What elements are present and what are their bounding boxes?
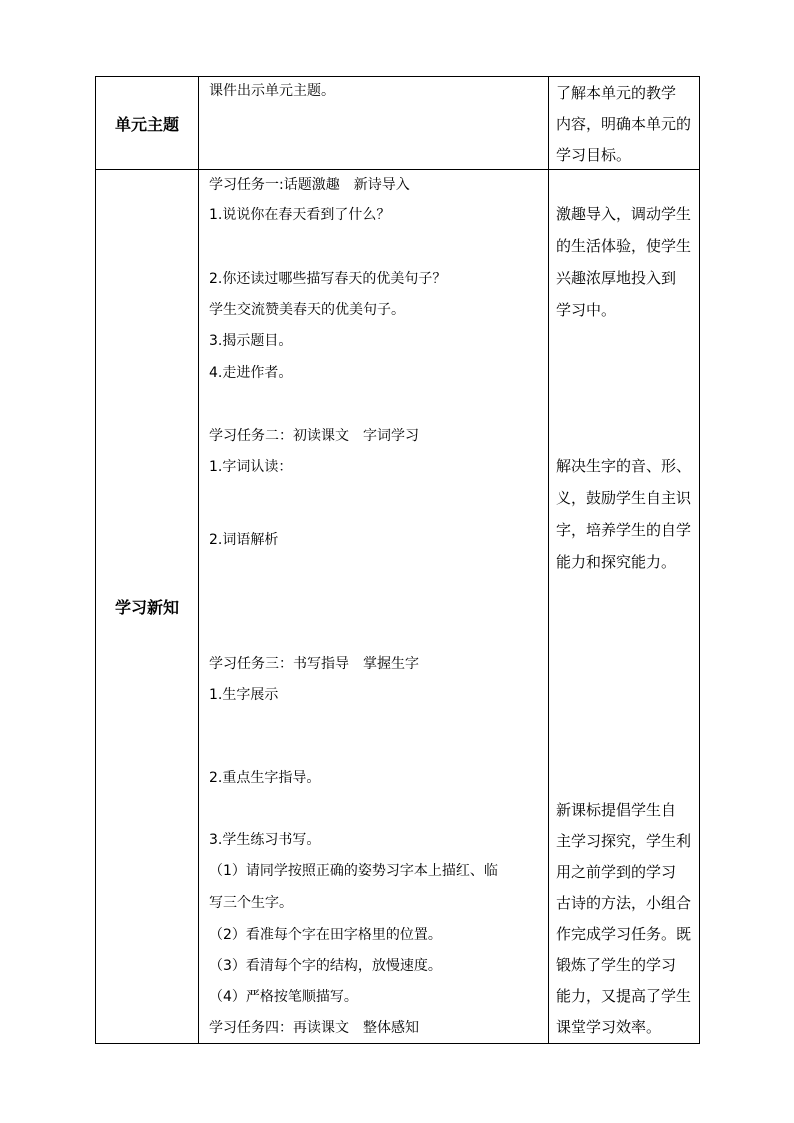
content-line: （1）请同学按照正确的姿势习字本上描红、临 (209, 863, 498, 879)
note-cell (549, 77, 700, 170)
note-line: 用之前学到的学习 (556, 863, 677, 881)
note-line: 义，鼓励学生自主识 (556, 489, 692, 507)
task-heading: 学习任务四：再读课文 整体感知 (209, 1020, 419, 1036)
content-line: 1.说说你在春天看到了什么？ (209, 207, 391, 223)
note-cell (549, 170, 700, 1044)
note-line: 古诗的方法，小组合 (556, 894, 692, 912)
note-line: 学习中。 (556, 301, 617, 319)
content-line: 2.词语解析 (209, 532, 279, 548)
content-line: 4.走进作者。 (209, 365, 293, 381)
task-heading: 学习任务一:话题激趣 新诗导入 (209, 177, 410, 193)
content-line: （2）看准每个字在田字格里的位置。 (209, 927, 442, 943)
row-label: 学习新知 (96, 170, 199, 1044)
row-label: 单元主题 (96, 77, 199, 170)
table-row (96, 77, 700, 170)
note-line: 内容，明确本单元的 (556, 115, 692, 133)
note-line: 学习目标。 (556, 146, 632, 164)
content-line: 2.你还读过哪些描写春天的优美句子？ (209, 271, 447, 287)
note-line: 字，培养学生的自学 (556, 521, 692, 539)
content-line: 3.揭示题目。 (209, 333, 293, 349)
note-line: 兴趣浓厚地投入到 (556, 269, 677, 287)
note-line: 课堂学习效率。 (556, 1018, 662, 1036)
note-line: 能力，又提高了学生 (556, 987, 692, 1005)
content-line: 2.重点生字指导。 (209, 770, 321, 786)
content-line: （3）看清每个字的结构，放慢速度。 (209, 958, 442, 974)
note-line: 解决生字的音、形、 (556, 457, 692, 475)
task-heading: 学习任务三：书写指导 掌握生字 (209, 656, 419, 672)
content-cell (199, 170, 549, 1044)
content-line: 1.字词认读： (209, 459, 293, 475)
task-heading: 学习任务二：初读课文 字词学习 (209, 428, 419, 444)
note-line: 新课标提倡学生自 (556, 801, 677, 819)
table-row (96, 170, 700, 1044)
content-line: 课件出示单元主题。 (209, 83, 335, 99)
content-cell (199, 77, 549, 170)
content-line: （4）严格按笔顺描写。 (209, 989, 358, 1005)
note-line: 激趣导入，调动学生 (556, 205, 692, 223)
content-line: 3.学生练习书写。 (209, 832, 321, 848)
note-line: 作完成学习任务。既 (556, 925, 692, 943)
note-line: 主学习探究，学生利 (556, 832, 692, 850)
note-line: 了解本单元的教学 (556, 84, 677, 102)
note-line: 的生活体验，使学生 (556, 237, 692, 255)
content-line: 学生交流赞美春天的优美句子。 (209, 302, 405, 318)
note-line: 能力和探究能力。 (556, 553, 677, 571)
content-line: 写三个生字。 (209, 895, 293, 911)
content-line: 1.生字展示 (209, 687, 279, 703)
lesson-plan-table (95, 76, 700, 1044)
note-line: 锻炼了学生的学习 (556, 956, 677, 974)
